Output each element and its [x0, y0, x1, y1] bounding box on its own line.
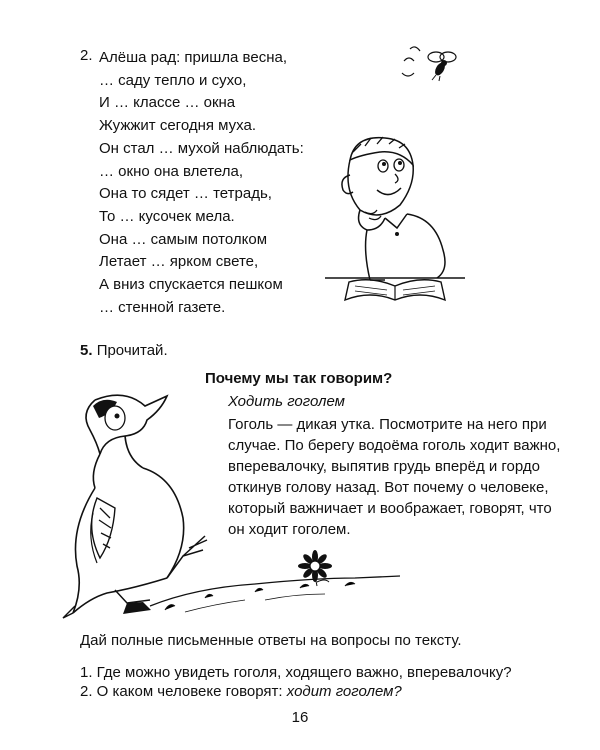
exercise-5-heading [80, 342, 168, 359]
story-line: который важничает и воображает, говорят, что [228, 500, 552, 517]
poem [99, 47, 304, 319]
poem-line: А вниз спускается пешком [99, 276, 283, 294]
poem-line: Она … самым потолком [99, 230, 268, 248]
exercise-number: 2. [80, 47, 93, 64]
poem-line: То … кусочек мела. [99, 207, 235, 225]
story-line: он ходит гоголем. [228, 521, 351, 538]
poem-line: Алёша рад: пришла весна, [99, 49, 287, 66]
story-title: Почему мы так говорим? [205, 370, 393, 387]
poem-line: … окно она влетела, [99, 162, 244, 180]
question-2 [80, 683, 402, 700]
question-2-phrase: ходит гоголем? [286, 683, 402, 700]
poem-line: … саду тепло и сухо, [99, 71, 247, 89]
poem-line: И … классе … окна [99, 94, 236, 112]
boy-reading-illustration [325, 130, 465, 315]
story-line: вперевалочку, выпятив грудь вперёд и гордо [228, 458, 540, 475]
question-2-text: 2. О каком человеке говорят: [80, 683, 287, 700]
poem-line: Жужжит сегодня муха. [99, 117, 256, 135]
exercise-instruction: Прочитай. [96, 342, 168, 359]
poem-line: Он стал … мухой наблюдать: [99, 139, 304, 157]
poem-line: … стенной газете. [99, 298, 226, 316]
exercise-number: 5. [80, 342, 93, 359]
poem-line: Она то сядет … тетрадь, [99, 185, 272, 203]
poem-line: Летает … ярком свете, [99, 253, 259, 271]
question-1: 1. Где можно увидеть гоголя, ходящего важно, вперевалочку? [80, 664, 512, 681]
story-line: Гоголь — дикая утка. Посмотрите на него при [228, 416, 547, 433]
goldeneye-duck-illustration [55, 388, 400, 623]
page-number: 16 [291, 709, 309, 726]
story-line: откинув голову назад. Вот почему о человеке, [228, 479, 549, 496]
fly-illustration [400, 45, 470, 85]
story-subtitle: Ходить гоголем [228, 393, 345, 410]
story-line: случае. По берегу водоёма гоголь ходит важно, [228, 437, 561, 454]
questions-instruction: Дай полные письменные ответы на вопросы по тексту. [80, 632, 462, 649]
